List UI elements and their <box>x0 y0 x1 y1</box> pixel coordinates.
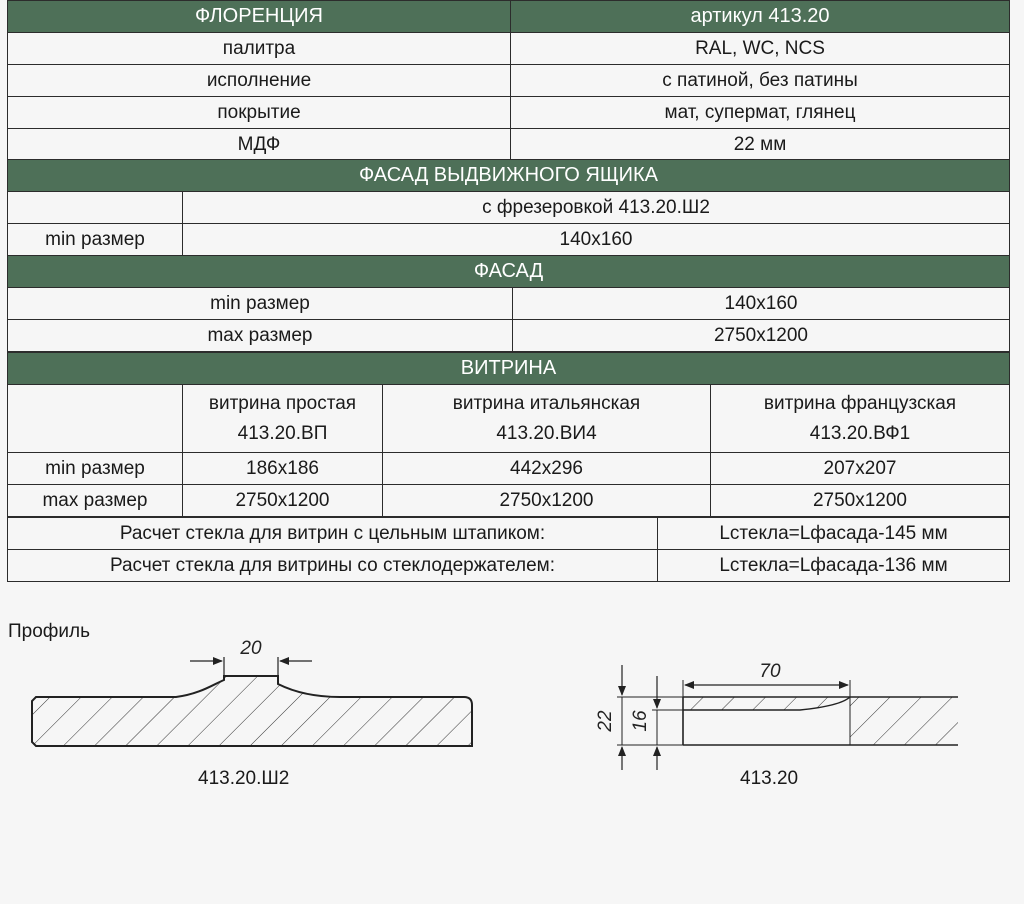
row-value: 2750х1200 <box>711 485 1010 517</box>
row-value: 2750х1200 <box>383 485 711 517</box>
showcase-type-row <box>8 385 1010 453</box>
empty-cell <box>8 385 183 453</box>
row-label: исполнение <box>8 65 511 97</box>
row-value: 2750х1200 <box>183 485 383 517</box>
showcase-name: витрина простая <box>208 392 357 414</box>
table-row <box>8 129 1010 161</box>
article-number: артикул 413.20 <box>511 1 1010 33</box>
profile-left-drawing <box>32 638 472 746</box>
row-value: 442х296 <box>383 453 711 485</box>
row-value: 2750х1200 <box>513 320 1010 352</box>
table-row <box>8 65 1010 97</box>
row-value: RAL, WC, NCS <box>511 33 1010 65</box>
table-row <box>8 33 1010 65</box>
dim-right-total: 22 <box>595 710 616 732</box>
glass-formula: Lстекла=Lфасада-136 мм <box>658 550 1010 582</box>
showcase-column-head <box>711 385 1010 453</box>
glass-formula: Lстекла=Lфасада-145 мм <box>658 518 1010 550</box>
row-label: min размер <box>8 224 183 256</box>
row-value: 186х186 <box>183 453 383 485</box>
row-value: мат, супермат, глянец <box>511 97 1010 129</box>
row-value: 207х207 <box>711 453 1010 485</box>
main-header-row <box>8 1 1010 33</box>
row-label: палитра <box>8 33 511 65</box>
empty-cell <box>8 192 183 224</box>
table-row <box>8 453 1010 485</box>
dim-right-inner: 16 <box>630 710 651 732</box>
row-label: max размер <box>8 485 183 517</box>
drawer-header-row <box>8 160 1010 192</box>
table-row <box>8 550 1010 582</box>
section-title: ВИТРИНА <box>8 353 1010 385</box>
profile-label: Профиль <box>8 621 91 642</box>
row-label: min размер <box>8 453 183 485</box>
row-value: 140х160 <box>183 224 1010 256</box>
table-row <box>8 320 1010 352</box>
dim-left-width: 20 <box>240 638 262 659</box>
facade-header-row <box>8 256 1010 288</box>
table-row <box>8 485 1010 517</box>
glass-label: Расчет стекла для витрин с цельным штапиком: <box>8 518 658 550</box>
glass-calc-table <box>7 517 1010 582</box>
glass-label: Расчет стекла для витрины со стеклодержателем: <box>8 550 658 582</box>
profile-left-caption: 413.20.Ш2 <box>198 768 290 789</box>
showcase-code: 413.20.ВП <box>237 422 328 444</box>
showcase-column-head <box>183 385 383 453</box>
showcase-code: 413.20.ВФ1 <box>809 422 911 444</box>
row-label: покрытие <box>8 97 511 129</box>
showcase-column-head <box>383 385 711 453</box>
section-title: ФАСАД <box>8 256 1010 288</box>
row-value: с патиной, без патины <box>511 65 1010 97</box>
table-row <box>8 224 1010 256</box>
facade-table <box>7 255 1010 352</box>
profile-right-drawing <box>595 661 958 770</box>
dim-right-width: 70 <box>759 661 781 682</box>
row-label: max размер <box>8 320 513 352</box>
showcase-table <box>7 352 1010 517</box>
row-label: min размер <box>8 288 513 320</box>
drawer-facade-table <box>7 159 1010 256</box>
table-row <box>8 288 1010 320</box>
model-name: ФЛОРЕНЦИЯ <box>8 1 511 33</box>
row-value: 22 мм <box>511 129 1010 161</box>
drawer-variant: с фрезеровкой 413.20.Ш2 <box>183 192 1010 224</box>
showcase-name: витрина итальянская <box>452 392 641 414</box>
row-label: МДФ <box>8 129 511 161</box>
table-row <box>8 192 1010 224</box>
main-info-table <box>7 0 1010 161</box>
row-value: 140х160 <box>513 288 1010 320</box>
showcase-header-row <box>8 353 1010 385</box>
profile-right-caption: 413.20 <box>740 768 799 789</box>
table-row <box>8 518 1010 550</box>
section-title: ФАСАД ВЫДВИЖНОГО ЯЩИКА <box>8 160 1010 192</box>
showcase-name: витрина французская <box>763 392 957 414</box>
table-row <box>8 97 1010 129</box>
showcase-code: 413.20.ВИ4 <box>496 422 597 444</box>
